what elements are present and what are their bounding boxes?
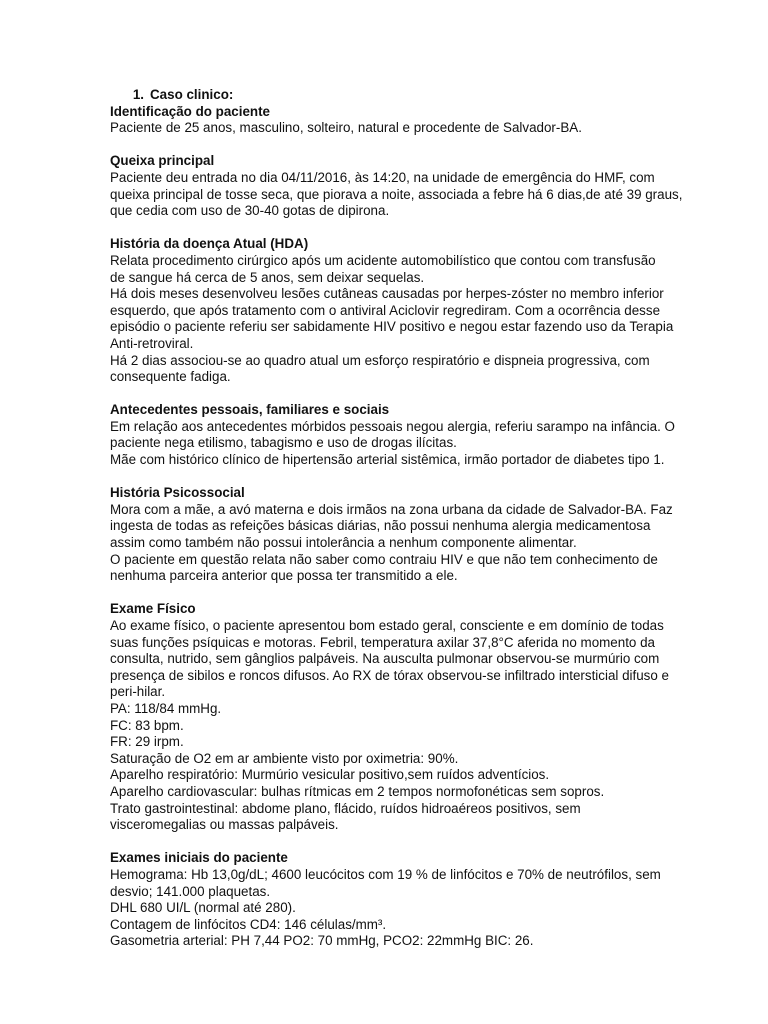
section-identificacao-do-paciente (110, 104, 670, 137)
text-line: O paciente em questão relata não saber como contraiu HIV e que não tem conhecimento de (110, 551, 658, 567)
text-line: ingesta de todas as refeições básicas diárias, não possui nenhuma alergia medicamentosa (110, 518, 651, 534)
text-line: Mora com a mãe, a avó materna e dois irmãos na zona urbana da cidade de Salvador-BA. Faz (110, 501, 673, 517)
text-line: assim como também não possui intolerância a nenhum componente alimentar. (110, 535, 577, 551)
section-antecedentes-pessoais-familiares-e-sociais (110, 402, 675, 468)
text-line: presença de sibilos e roncos difusos. Ao RX de tórax observou-se infiltrado intersticial difuso e (110, 667, 669, 683)
text-line: Mãe com histórico clínico de hipertensão arterial sistêmica, irmão portador de diabetes tipo 1. (110, 452, 665, 468)
section-body (110, 501, 673, 585)
text-line: DHL 680 UI/L (normal até 280). (110, 900, 296, 916)
section-historia-psicossocial (110, 485, 673, 585)
text-line: Contagem de linfócitos CD4: 146 células/mm³. (110, 916, 387, 932)
text-line: Em relação aos antecedentes mórbidos pessoais negou alergia, referiu sarampo na infância. O (110, 418, 675, 434)
text-line: episódio o paciente referiu ser sabidamente HIV positivo e negou estar fazendo uso da Terapia (110, 319, 674, 335)
section-heading: Identificação do paciente (110, 103, 270, 119)
section-heading: História Psicossocial (110, 485, 245, 501)
text-line: visceromegalias ou massas palpáveis. (110, 817, 339, 833)
text-line: Trato gastrointestinal: abdome plano, flácido, ruídos hidroaéreos positivos, sem (110, 800, 581, 816)
text-line: Hemograma: Hb 13,0g/dL; 4600 leucócitos com 19 % de linfócitos e 70% de neutrófilos, sem (110, 866, 661, 882)
text-line: Saturação de O2 em ar ambiente visto por oximetria: 90%. (110, 750, 459, 766)
section-body (110, 169, 683, 220)
text-line: Paciente deu entrada no dia 04/11/2016, às 14:20, na unidade de emergência do HMF, com (110, 169, 655, 185)
text-line: Paciente de 25 anos, masculino, solteiro, natural e procedente de Salvador-BA. (110, 120, 582, 136)
text-line: desvio; 141.000 plaquetas. (110, 883, 271, 899)
text-line: que cedia com uso de 30-40 gotas de dipirona. (110, 203, 390, 219)
section-heading: Exames iniciais do paciente (110, 850, 288, 866)
text-line: peri-hilar. (110, 684, 166, 700)
section-heading: Exame Físico (110, 601, 196, 617)
text-line: Ao exame físico, o paciente apresentou bom estado geral, consciente e em domínio de todas (110, 618, 664, 633)
text-line: Há dois meses desenvolveu lesões cutâneas causadas por herpes-zóster no membro inferior (110, 286, 664, 302)
text-line: queixa principal de tosse seca, que piorava a noite, associada a febre há 6 dias,de até 39 graus, (110, 186, 683, 202)
section-historia-da-doenca-atual-hda (110, 236, 674, 385)
text-line: consequente fadiga. (110, 369, 231, 385)
section-body (110, 418, 675, 469)
section-body (110, 252, 674, 386)
case-title (110, 87, 670, 104)
text-line: Aparelho cardiovascular: bulhas rítmicas em 2 tempos normofonéticas sem sopros. (110, 783, 605, 799)
text-line: Aparelho respiratório: Murmúrio vesicular positivo,sem ruídos adventícios. (110, 767, 550, 783)
text-line: PA: 118/84 mmHg. (110, 700, 222, 716)
list-number: 1. (132, 87, 144, 102)
section-heading: História da doença Atual (HDA) (110, 236, 309, 252)
text-line: de sangue há cerca de 5 anos, sem deixar sequelas. (110, 269, 425, 285)
text-line: Gasometria arterial: PH 7,44 PO2: 70 mmHg, PCO2: 22mmHg BIC: 26. (110, 933, 534, 949)
text-line: Anti-retroviral. (110, 335, 194, 351)
section-exame-fisico (110, 601, 670, 833)
text-line: FC: 83 bpm. (110, 717, 184, 733)
text-line: nenhuma parceira anterior que possa ter transmitido a ele. (110, 568, 458, 584)
section-heading: Queixa principal (110, 153, 215, 169)
text-line: esquerdo, que após tratamento com o antiviral Aciclovir regrediram. Com a ocorrência desse (110, 302, 661, 318)
text-line: Há 2 dias associou-se ao quadro atual um esforço respiratório e dispneia progressiva, com (110, 352, 650, 368)
text-line: FR: 29 irpm. (110, 734, 184, 750)
document-page (110, 87, 683, 950)
section-heading: Antecedentes pessoais, familiares e sociais (110, 402, 390, 418)
sections-container (110, 103, 683, 950)
section-body (110, 867, 670, 950)
section-body (110, 120, 670, 137)
text-line: suas funções psíquicas e motoras. Febril, temperatura axilar 37,8°C aferida no momento da (110, 634, 655, 650)
section-body (110, 618, 670, 834)
section-exames-iniciais-do-paciente (110, 850, 670, 950)
text-line: Relata procedimento cirúrgico após um acidente automobilístico que contou com transfusão (110, 252, 656, 268)
section-queixa-principal (110, 153, 683, 219)
case-title-text: Caso clinico: (150, 87, 234, 102)
text-line: paciente nega etilismo, tabagismo e uso de drogas ilícitas. (110, 435, 457, 451)
text-line: consulta, nutrido, sem gânglios palpáveis. Na ausculta pulmonar observou-se murmúrio com (110, 651, 660, 667)
